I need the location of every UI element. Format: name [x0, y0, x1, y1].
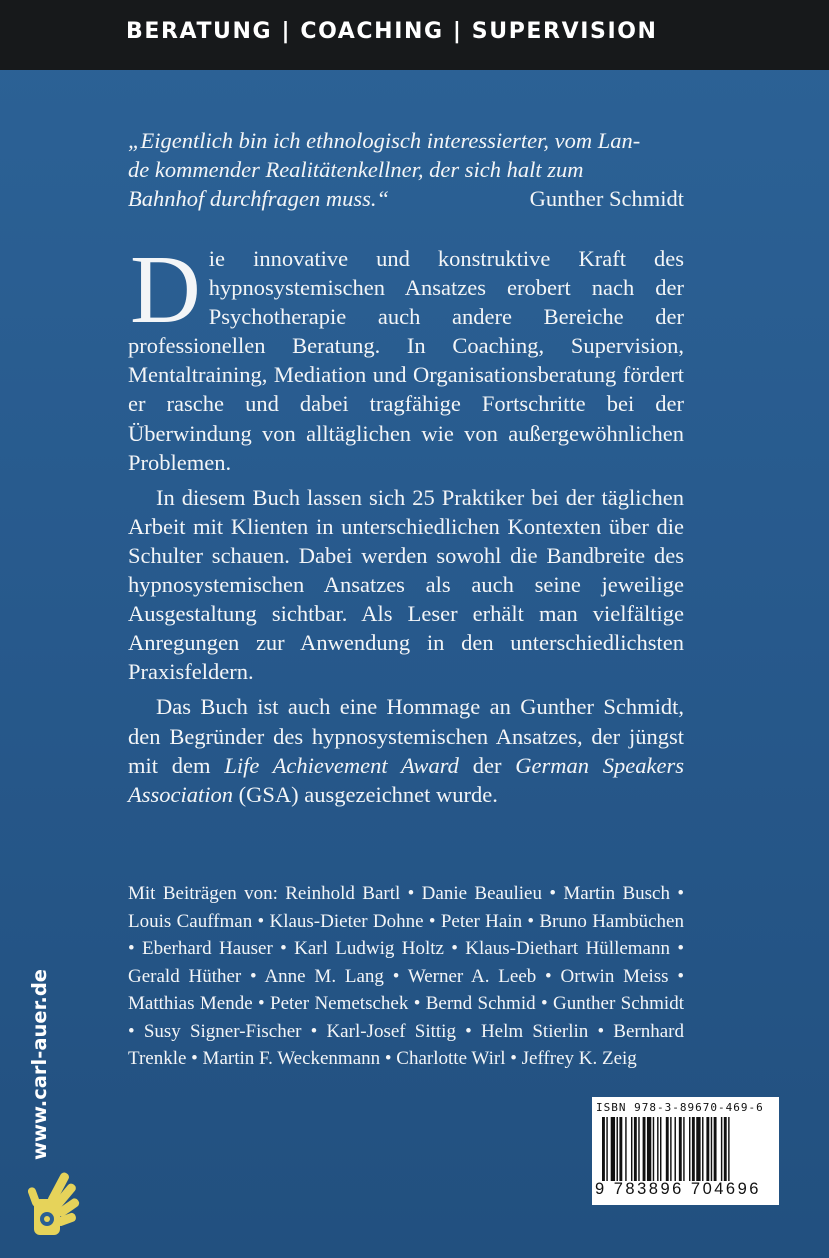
barcode-bar — [631, 1117, 632, 1181]
barcode-bar — [611, 1117, 615, 1181]
barcode-bar — [625, 1117, 626, 1181]
barcode-bar — [711, 1117, 712, 1181]
barcode-bar — [702, 1117, 703, 1181]
barcode-bar — [714, 1117, 717, 1181]
paragraph-text: Das Buch ist auch eine Hommage an Gunther Schmidt, den Begründer des hypnosystemischen Ansatzes, der jüngst mit dem — [128, 694, 684, 778]
barcode-bar — [602, 1117, 605, 1181]
contributors-list: Mit Beiträgen von: Reinhold Bartl • Danie Beaulieu • Martin Busch • Louis Cauffman • Klaus-Dieter Dohne • Peter Hain • Bruno Hambüchen • Eberhard Hauser • Karl Ludwig Holtz • Klaus-Diethart Hüllemann • Gerald Hüther • Anne M. Lang • Werner A. Leeb • Ortwin Meiss • Matthias Mende • Peter Nemetschek • Bernd Schmid • Gunther Schmidt • Susy Signer-Fischer • Karl-Josef Sittig • Helm Stierlin • Bernhard Trenkle • Martin F. Weckenmann • Charlotte Wirl • Jeffrey K. Zeig — [128, 883, 684, 1069]
barcode-bar — [728, 1117, 729, 1181]
publisher-url[interactable]: www.carl-auer.de — [28, 968, 51, 1160]
barcode-bar — [721, 1117, 722, 1181]
barcode-bar — [689, 1117, 690, 1181]
quote-line-last — [128, 184, 684, 213]
blurb-text — [128, 236, 684, 815]
barcode-bar — [666, 1117, 669, 1181]
quote-author: Gunther Schmidt — [529, 186, 684, 211]
barcode-bars — [602, 1117, 772, 1181]
barcode-bar — [657, 1117, 658, 1181]
quote-line: Bahnhof durchfragen muss.“ — [128, 186, 390, 211]
epigraph-quote — [128, 126, 684, 213]
blurb-paragraph — [128, 692, 684, 808]
drop-cap: D — [130, 236, 201, 344]
barcode-bar — [634, 1117, 637, 1181]
barcode-bar — [660, 1117, 661, 1181]
organization-name: German Speakers Association — [128, 752, 684, 807]
carl-auer-hand-logo-icon — [28, 1163, 88, 1243]
barcode-bar — [606, 1117, 607, 1181]
barcode-bar — [706, 1117, 709, 1181]
quote-line: „Eigentlich bin ich ethnologisch interessierter, vom Lan- — [128, 128, 641, 153]
blurb-paragraph: In diesem Buch lassen sich 25 Praktiker bei der täglichen Arbeit mit Klienten in unterschiedlichen Kontexten über die Schulter schauen. Dabei werden sowohl die Bandbreite des hypnosystemischen Ansatzes als auch seine jeweilige Ausgestaltung sichtbar. Als Leser erhält man vielfältige Anregungen zur Anwendung in den unterschiedlichsten Praxisfeldern. — [128, 484, 684, 685]
isbn-barcode — [592, 1097, 779, 1205]
barcode-bar — [617, 1117, 618, 1181]
barcode-bar — [724, 1117, 727, 1181]
barcode-bar — [692, 1117, 695, 1181]
barcode-bar — [638, 1117, 639, 1181]
barcode-bar — [653, 1117, 654, 1181]
barcode-bar — [647, 1117, 651, 1181]
barcode-bar — [679, 1117, 682, 1181]
barcode-bar — [670, 1117, 671, 1181]
paragraph-text: der — [458, 752, 516, 778]
award-name: Life Achievement Award — [224, 752, 459, 778]
barcode-bar — [696, 1117, 700, 1181]
series-title: BERATUNG | COACHING | SUPERVISION — [126, 19, 658, 44]
barcode-bar — [619, 1117, 622, 1181]
paragraph-text: ie innovative und konstruktive Kraft des hypnosystemischen Ansatzes erobert nach der Psychotherapie auch andere Bereiche der professionellen Beratung. In Coaching, Supervision, Mentaltraining, Mediation und Organisationsberatung fördert er rasche und dabei tragfähige Fortschritte bei der Überwindung von alltäglichen wie von außergewöhnlichen Problemen. — [128, 246, 684, 475]
isbn-digits: 9 783896 704696 — [595, 1180, 761, 1198]
series-header-bar — [0, 0, 829, 70]
barcode-bar — [643, 1117, 646, 1181]
barcode-bar — [683, 1117, 684, 1181]
barcode-bar — [675, 1117, 676, 1181]
isbn-label: ISBN 978-3-89670-469-6 — [596, 1101, 764, 1114]
paragraph-text: (GSA) ausgezeichnet wurde. — [233, 781, 498, 807]
blurb-paragraph — [128, 236, 684, 477]
quote-line: de kommender Realitätenkellner, der sich halt zum — [128, 157, 584, 182]
